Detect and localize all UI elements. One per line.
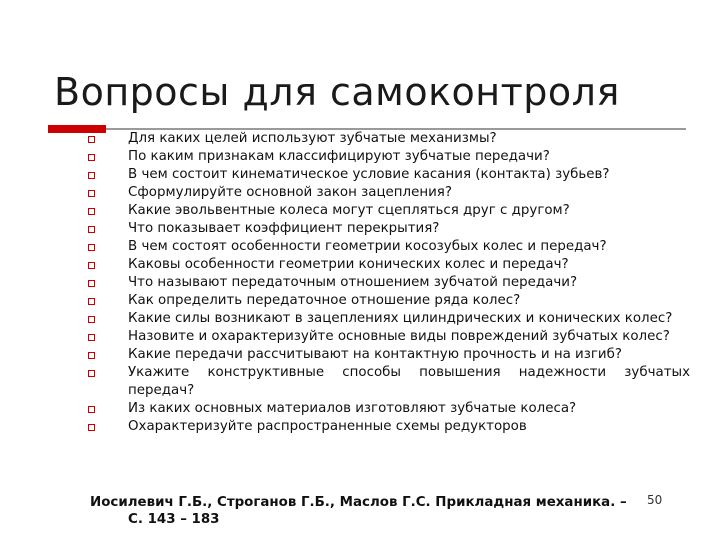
square-bullet-icon <box>88 172 95 179</box>
list-item <box>88 148 690 166</box>
question-text: Охарактеризуйте распространенные схемы редукторов <box>128 419 527 434</box>
question-text: Что показывает коэффициент перекрытия? <box>128 221 440 236</box>
square-bullet-icon <box>88 298 95 305</box>
square-bullet-icon <box>88 424 95 431</box>
question-text: Какие передачи рассчитывают на контактную прочность и на изгиб? <box>128 347 622 362</box>
page-number: 50 <box>647 493 663 507</box>
square-bullet-icon <box>88 262 95 269</box>
square-bullet-icon <box>88 154 95 161</box>
list-item <box>88 130 690 148</box>
square-bullet-icon <box>88 280 95 287</box>
square-bullet-icon <box>88 226 95 233</box>
question-text: Сформулируйте основной закон зацепления? <box>128 185 452 200</box>
question-text: Как определить передаточное отношение ряда колес? <box>128 293 521 308</box>
list-item <box>88 166 690 184</box>
reference <box>90 494 698 528</box>
reference-line-2: С. 143 – 183 <box>128 512 220 527</box>
square-bullet-icon <box>88 334 95 341</box>
list-item <box>88 274 690 292</box>
list-item <box>88 184 690 202</box>
list-item <box>88 418 690 436</box>
list-item <box>88 364 690 400</box>
square-bullet-icon <box>88 190 95 197</box>
question-text: В чем состоят особенности геометрии косозубых колес и передач? <box>128 239 607 254</box>
question-text: Какие силы возникают в зацеплениях цилиндрических и конических колес? <box>128 311 673 326</box>
question-text: Укажите конструктивные способы повышения надежности зубчатых передач? <box>128 365 690 398</box>
square-bullet-icon <box>88 352 95 359</box>
square-bullet-icon <box>88 316 95 323</box>
list-item <box>88 256 690 274</box>
list-item <box>88 238 690 256</box>
question-text: В чем состоит кинематическое условие касания (контакта) зубьев? <box>128 167 610 182</box>
reference-line-1: Иосилевич Г.Б., Строганов Г.Б., Маслов Г.С. Прикладная механика. – <box>90 495 627 510</box>
list-item <box>88 346 690 364</box>
square-bullet-icon <box>88 244 95 251</box>
square-bullet-icon <box>88 136 95 143</box>
question-text: Для каких целей используют зубчатые механизмы? <box>128 131 497 146</box>
square-bullet-icon <box>88 370 95 377</box>
question-list <box>88 130 690 436</box>
question-text: По каким признакам классифицируют зубчатые передачи? <box>128 149 550 164</box>
question-text: Что называют передаточным отношением зубчатой передачи? <box>128 275 578 290</box>
list-item <box>88 310 690 328</box>
list-item <box>88 220 690 238</box>
list-item <box>88 292 690 310</box>
square-bullet-icon <box>88 406 95 413</box>
question-text: Какие эвольвентные колеса могут сцепляться друг с другом? <box>128 203 570 218</box>
question-text: Каковы особенности геометрии конических колес и передач? <box>128 257 569 272</box>
square-bullet-icon <box>88 208 95 215</box>
list-item <box>88 400 690 418</box>
question-text: Из каких основных материалов изготовляют зубчатые колеса? <box>128 401 577 416</box>
list-item <box>88 202 690 220</box>
list-item <box>88 328 690 346</box>
question-text: Назовите и охарактеризуйте основные виды повреждений зубчатых колес? <box>128 329 670 344</box>
slide-title: Вопросы для самоконтроля <box>54 70 620 114</box>
